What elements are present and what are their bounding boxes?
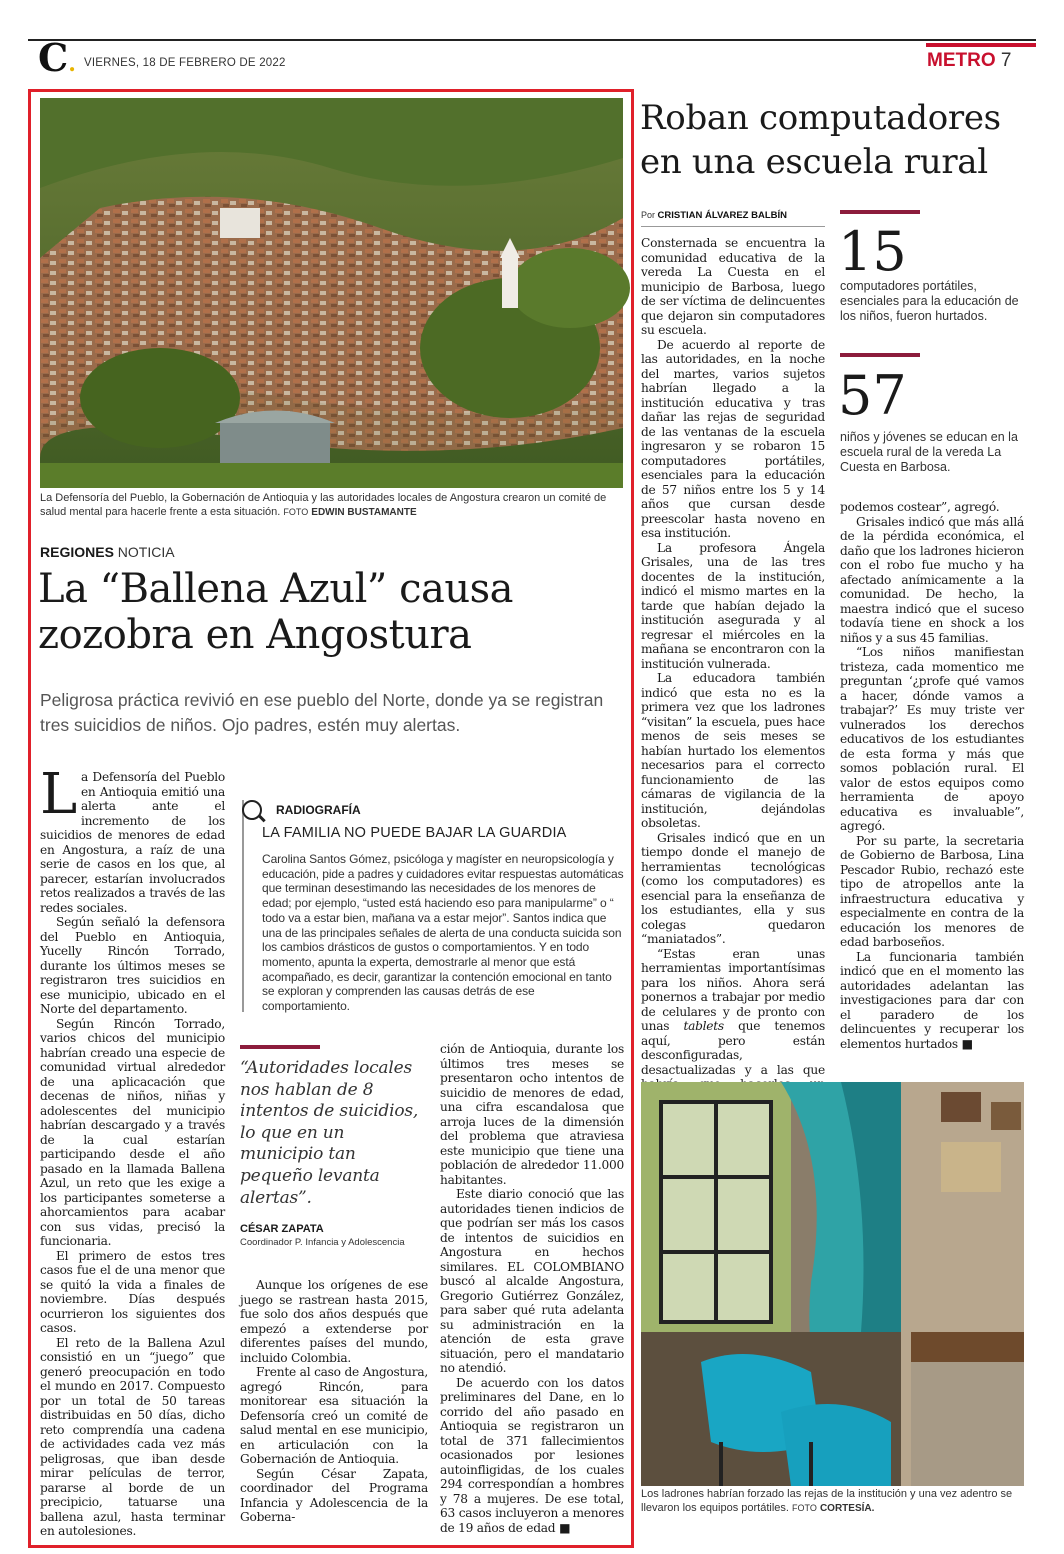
logo-dot: . — [68, 51, 76, 77]
article-deck: Peligrosa práctica revivió en ese pueblo del Norte, donde ya se registran tres suicidios de niños. Ojo padres, estén muy alertas. — [40, 690, 604, 735]
p-text: “Estas eran unas herramientas importantísimas para los niños. Ahora será ponernos a trabajar por medio de celulares y de pronto con unas — [641, 946, 825, 1033]
radiografia-label: RADIOGRAFÍA — [276, 803, 361, 817]
p-text: que tenemos aquí, pero están desconfiguradas, desactualizadas y a las que — [641, 1019, 826, 1077]
paragraph: Consternada se encuentra la comunidad educativa de la vereda La Cuesta en el municipio de Barbosa, luego de ser víctima de delincuentes que dejaron sin computadores su escuela. — [641, 236, 825, 337]
page-number: 7 — [1000, 50, 1012, 71]
radiografia-box — [242, 800, 244, 1012]
caption-credit-prefix: FOTO — [792, 1502, 817, 1513]
paragraph — [40, 762, 225, 915]
paragraph: Según Rincón Torrado, varios chicos del municipio habrían creado una especie de comunidad virtual alrededor de una aplicacación que decenas de niños, niñas y adolescentes del municipio habrían descargado y a través de la cual estarían participando desde el año pasado en la llamada Ballena Azul, un reto que les exige a los participantes someterse a ahorcamientos para acabar con sus vidas, precisó la funcionaria. — [40, 1016, 225, 1248]
radiografia-body: Carolina Santos Gómez, psicóloga y magíster en neuropsicología y educación, pide a padres y cuidadores evitar respuestas automáticas que terminan desestimando las necesidades de los menores de edad; por ejemplo, “usted está haciendo eso para manipularme” o “ todo va a estar bien, mañana va a estar mejor”. Santos indica que una de las principales señales de alerta de una conducta suicida son los cambios drásticos de gustos o comportamientos. Y en todo momento, apunta la experta, demostrarle al menor que está acompañado, es decir, garantizar la contención emocional en tanto se exploran y comprenden las causas detrás de ese comportamiento. — [262, 852, 624, 1014]
caption-credit: CORTESÍA. — [819, 1502, 875, 1514]
paragraph: Según señaló la defensora del Pueblo en Antioquia, Yucelly Rincón Torrado, durante los últimos meses se registraron tres suicidios en ese municipio, ubicado en el Norte del departamento. — [40, 915, 225, 1016]
p-text: De acuerdo con los datos preliminares del Dane, en lo corrido del año pasado en Antioquia se registraron un total de 371 fallecimientos ocasionados por lesiones autoinfligidas, de los cuales 294 correspondían a hombres y 78 a mujeres. De ese total, 63 casos incluyeron a menores de 19 años de edad — [440, 1375, 624, 1535]
p-emphasis: tablets — [683, 1019, 724, 1033]
radiografia-title: LA FAMILIA NO PUEDE BAJAR LA GUARDIA — [262, 825, 567, 841]
byline-rule — [641, 226, 825, 227]
p-text: La funcionaria también indicó que en el momento las autoridades adelantan las investigaciones para dar con el paradero de los delincuentes y recuperar los elementos hurtados — [840, 949, 1024, 1051]
stat2-text: niños y jóvenes se educan en la escuela rural de la vereda La Cuesta en Barbosa. — [840, 430, 1018, 474]
robo-col-a — [641, 236, 826, 1077]
byline-prefix: Por — [641, 210, 656, 220]
paragraph: El primero de estos tres casos fue el de una menor que se quitó la vida a finales de noviembre. Días después ocurrieron los siguientes dos casos. — [40, 1248, 225, 1335]
paragraph: Grisales indicó que más allá de la pérdida económica, el daño que los ladrones hicieron con el robo fue mucho y ha afectado anímicamente a la comunidad. De hecho, la maestra indicó que el suceso todavía tiene en shock a los niños y a sus 45 familias. — [840, 514, 1024, 645]
article-kicker — [40, 544, 175, 560]
caption-text: Los ladrones habrían forzado las rejas de la institución y una vez adentro se llevaron los equipos portátiles. — [641, 1488, 1013, 1514]
ballena-col-1 — [40, 762, 225, 1544]
paragraph: Frente al caso de Angostura, agregó Rincón, para monitorear esa situación la Defensoría creó un comité de salud mental en ese municipio, en articulación con la Gobernación de Antioquia. — [240, 1365, 428, 1466]
masthead-logo — [38, 35, 76, 84]
stat2-rule — [840, 353, 920, 357]
end-mark: ■ — [961, 1036, 973, 1051]
section-name: METRO — [927, 50, 996, 71]
robo-headline: Roban computadores en una escuela rural — [640, 98, 1001, 182]
quote-role: Coordinador P. Infancia y Adolescencia — [240, 1237, 405, 1248]
caption-credit-prefix: FOTO — [283, 506, 309, 517]
classroom-photo — [641, 1082, 1024, 1486]
paragraph: ción de Antioquia, durante los últimos tres meses se presentaron ocho intentos de suicidio de menores de edad, una cifra escandalosa que arroja luces de la dimensión del problema que atraviesa este municipio que tiene una población de alrededor 11.000 habitantes. — [440, 1042, 624, 1187]
paragraph: De acuerdo al reporte de las autoridades, en la noche del martes, varios sujetos habrían llegado a la institución educativa y tras dañar las rejas de seguridad de las ventanas de la escuela ingresaron y se robaron 15 computadores portátiles, esenciales para la educación de 57 niños entre los 5 y 14 años que cursan desde preescolar hasta noveno en esa institución. — [641, 337, 825, 540]
stat1-text: computadores portátiles, esenciales para la educación de los niños, fueron hurtados. — [840, 279, 1019, 323]
paragraph: Según César Zapata, coordinador del Programa Infancia y Adolescencia de la Goberna- — [240, 1466, 428, 1524]
classroom-illustration — [641, 1082, 1024, 1486]
paragraph: podemos costear”, agregó. — [840, 500, 1000, 514]
end-mark: ■ — [558, 1520, 571, 1535]
section-bar — [926, 43, 1036, 47]
ballena-col-3 — [440, 1042, 624, 1544]
paragraph: Grisales indicó que en un tiempo donde el manejo de herramientas tecnológicas (como los computadores) es esencial para la enseñanza de los estudiantes, ella y sus colegas quedaron “maniatados”. — [641, 830, 825, 946]
paragraph: “Los niños manifiestan tristeza, cada momentico me preguntan ‘¿profe qué vamos a hacer, dónde vamos a trabajar?’ Es muy triste ver vulnerados los derechos educativos de los estudiantes de esta forma y más que somos población rural. El valor de estos equipos como herramienta de apoyo educativa es invaluable”, agregó. — [840, 645, 1024, 833]
caption-text: La Defensoría del Pueblo, la Gobernación de Antioquia y las autoridades locales de Angostura crearon un comité de salud mental para hacerle frente a esta situación. — [40, 492, 607, 518]
paragraph: Este diario conoció que las autoridades tienen indicios de que podrían ser más los casos de intentos de suicidios en Angostura en hechos similares. EL COLOMBIANO buscó al alcalde Angostura, Gregorio Gutiérrez González, para saber qué ruta adelanta su administración en la atención de esta grave situación, pero el mandatario no atendió. — [440, 1187, 624, 1375]
stat1-rule — [840, 210, 920, 214]
classroom-photo-caption — [641, 1488, 1026, 1515]
paragraph: Por su parte, la secretaria de Gobierno de Barbosa, Lina Pescador Rubio, rechazó este tipo de atropellos ante la infraestructura educativa y especialmente en contra de la educación los menores de edad barboseños. — [840, 833, 1024, 949]
article-headline: La “Ballena Azul” causa zozobra en Angostura — [38, 566, 513, 658]
town-photo-caption — [40, 492, 623, 519]
paragraph: La educadora también indicó que esta no es la primera vez que los ladrones “visitan” la escuela, pues hace menos de seis meses se habían hurtado los elementos necesarios para el correcto funcionamiento de las cámaras de vigilancia de la institución, dejándolas obsoletas. — [641, 671, 825, 830]
paragraph — [840, 950, 1024, 1052]
p1-text: a Defensoría del Pueblo en Antioquia emitió una alerta ante el incremento de los suicidios de menores de edad en Angostura, a raíz de una serie de casos en los que, al parecer, estarían involucrados retos realizados a través de las redes sociales. — [40, 770, 225, 915]
stat1-number: 15 — [838, 220, 907, 283]
town-landscape-illustration — [40, 98, 623, 488]
paragraph: Aunque los orígenes de ese juego se rastrean hasta 2015, fue solo dos años después que empezó a extenderse por diferentes países del mundo, incluido Colombia. — [240, 1278, 428, 1365]
paragraph: El reto de la Ballena Azul consistió en un “juego” que generó preocupación en todo el mundo en 2017. Compuesto por un total de 50 tareas distribuidas en 50 días, dicho reto comprendía una cadena de actividades cada vez más peligrosas, que iban desde mirar películas de terror, pararse al borde de un precipicio, tatuarse una ballena azul, hasta terminar en autolesiones. — [40, 1335, 225, 1538]
masthead-rule — [28, 39, 1036, 41]
pull-quote: “Autoridades locales nos hablan de 8 intentos de suicidios, lo que en un municipio tan pequeño levanta alertas”. — [240, 1058, 419, 1208]
logo-letter: C — [38, 35, 69, 80]
kicker-type: NOTICIA — [117, 544, 175, 560]
town-photo — [40, 98, 623, 488]
section-label — [927, 50, 1011, 72]
quote-rule — [240, 1045, 320, 1049]
byline-author: CRISTIAN ÁLVAREZ BALBÍN — [657, 210, 788, 221]
ballena-col-2 — [240, 1278, 428, 1544]
paragraph: La profesora Ángela Grisales, una de las tres docentes de la institución, indicó el mismo martes en la tarde que habían dejado la institución asegurada y al regresar el miércoles en la mañana se encontraron con la institución vulnerada. — [641, 540, 825, 671]
issue-date: VIERNES, 18 DE FEBRERO DE 2022 — [84, 57, 286, 69]
quote-author: CÉSAR ZAPATA — [240, 1223, 324, 1235]
caption-credit: EDWIN BUSTAMANTE — [311, 506, 417, 518]
robo-col-b — [840, 500, 1024, 1056]
kicker-section: REGIONES — [40, 544, 114, 560]
dropcap: L — [40, 762, 77, 827]
stat2-number: 57 — [838, 364, 907, 427]
robo-byline — [641, 210, 787, 221]
paragraph — [440, 1376, 624, 1536]
